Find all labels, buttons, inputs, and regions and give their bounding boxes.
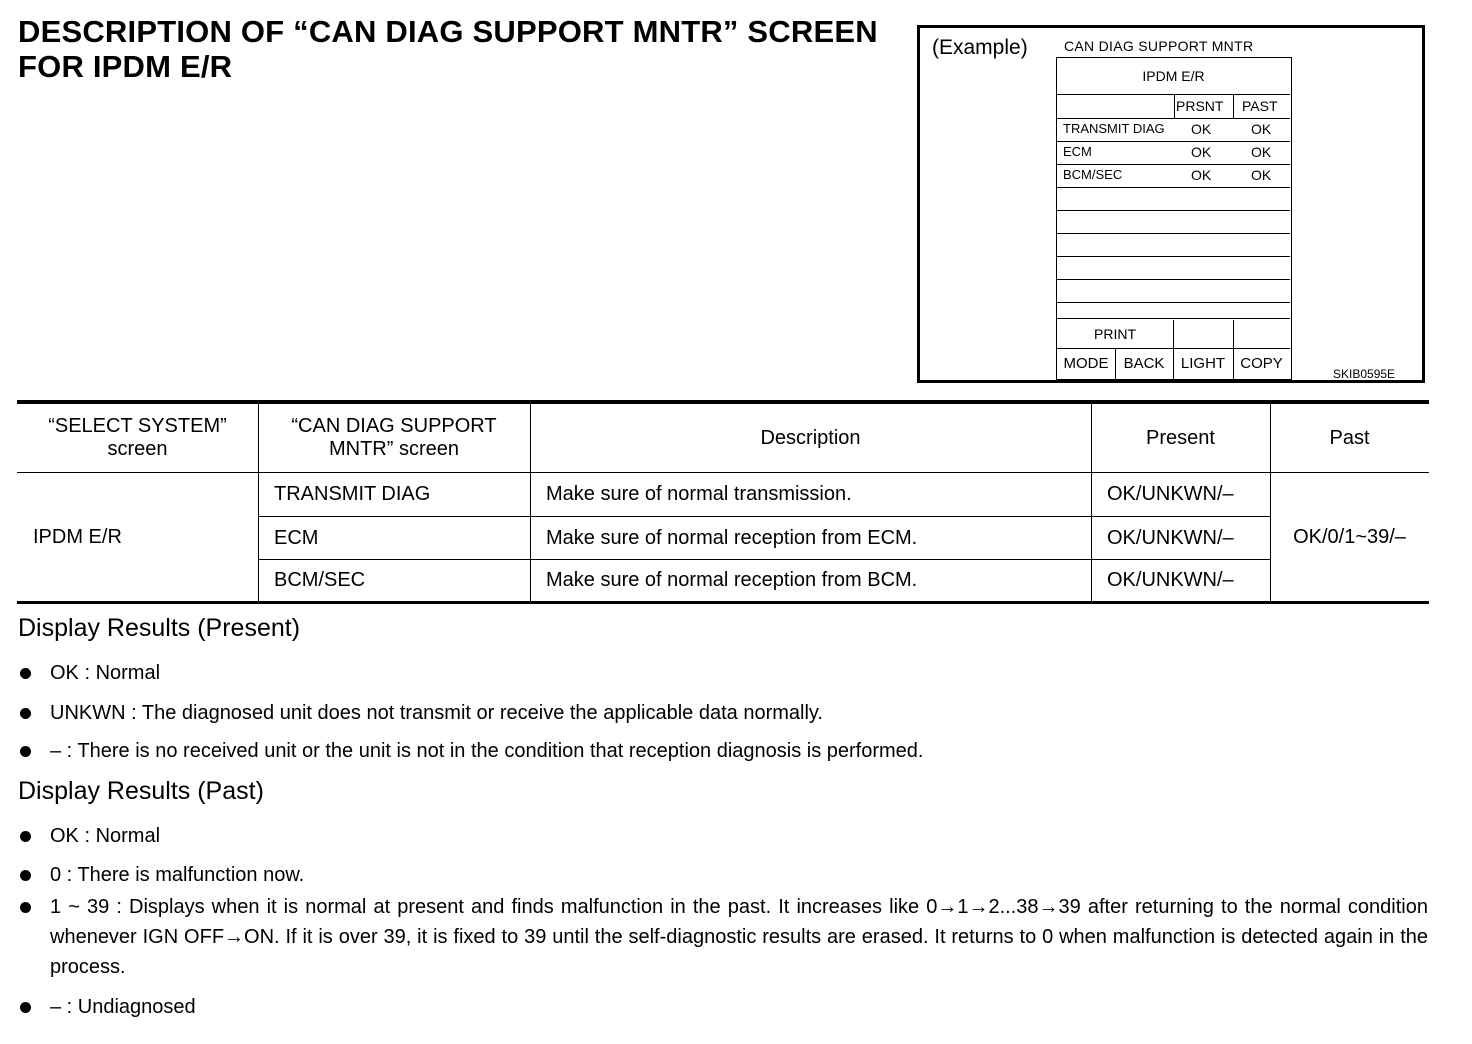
table-row-present: OK/UNKWN/– [1107,526,1234,549]
back-button[interactable]: BACK [1123,355,1165,372]
screen-empty-row [1057,233,1290,257]
title-line-1: DESCRIPTION OF “CAN DIAG SUPPORT MNTR” SCREEN [18,14,878,49]
screen-row-past: OK [1251,167,1272,183]
table-row-item: BCM/SEC [274,569,366,591]
screen-row [1057,118,1290,142]
header-present: Present [1146,426,1215,449]
screen-row-name: TRANSMIT DIAG [1063,121,1165,136]
table-row-item: TRANSMIT DIAG [274,483,431,505]
copy-button[interactable]: COPY [1240,355,1283,372]
table-row-present: OK/UNKWN/– [1107,483,1234,505]
table-row-description: Make sure of normal reception from ECM. [546,526,918,549]
header-select-system: “SELECT SYSTEM” screen [48,415,227,460]
example-caption: CAN DIAG SUPPORT MNTR [1064,38,1254,54]
screen-row-present: OK [1191,167,1212,183]
screen-row-past: OK [1251,121,1272,137]
screen-row [1057,164,1290,188]
screen-col-past: PAST [1242,98,1278,114]
screen-row [1057,141,1290,165]
page-title [18,14,898,84]
table-row-description: Make sure of normal transmission. [546,483,852,505]
header-past: Past [1329,426,1370,449]
figure-code: SKIB0595E [1333,367,1396,381]
screen-row-name: BCM/SEC [1063,167,1123,182]
screen-row-name: ECM [1063,144,1092,159]
print-button[interactable]: PRINT [1057,320,1174,348]
screen-row-present: OK [1191,121,1212,137]
table-row-description: Make sure of normal reception from BCM. [546,569,918,591]
past-results-heading: Display Results (Past) [18,777,264,805]
screen-row-present: OK [1191,144,1212,160]
screen-empty-row [1057,302,1290,319]
table-row-present: OK/UNKWN/– [1107,569,1234,591]
light-button[interactable]: LIGHT [1180,355,1226,372]
header-can-diag: “CAN DIAG SUPPORT MNTR” screen [291,415,497,460]
screen-header: IPDM E/R [1057,58,1290,95]
system-cell: IPDM E/R [33,525,122,548]
screen-button-row [1057,348,1290,379]
example-label: (Example) [932,36,1028,59]
header-description: Description [760,426,861,449]
present-results-heading: Display Results (Present) [18,614,301,642]
screen-col-present: PRSNT [1176,98,1224,114]
screen-empty-row [1057,279,1290,303]
consult-screen [1056,57,1292,380]
mode-button[interactable]: MODE [1063,355,1109,372]
screen-empty-row [1057,187,1290,211]
screen-column-header-row [1057,95,1290,119]
table-row-item: ECM [274,526,319,549]
title-line-2: FOR IPDM E/R [18,49,233,84]
screen-empty-row [1057,256,1290,280]
past-value-cell: OK/0/1~39/– [1293,525,1406,548]
example-figure [917,25,1425,383]
screen-empty-row [1057,210,1290,234]
screen-row-past: OK [1251,144,1272,160]
